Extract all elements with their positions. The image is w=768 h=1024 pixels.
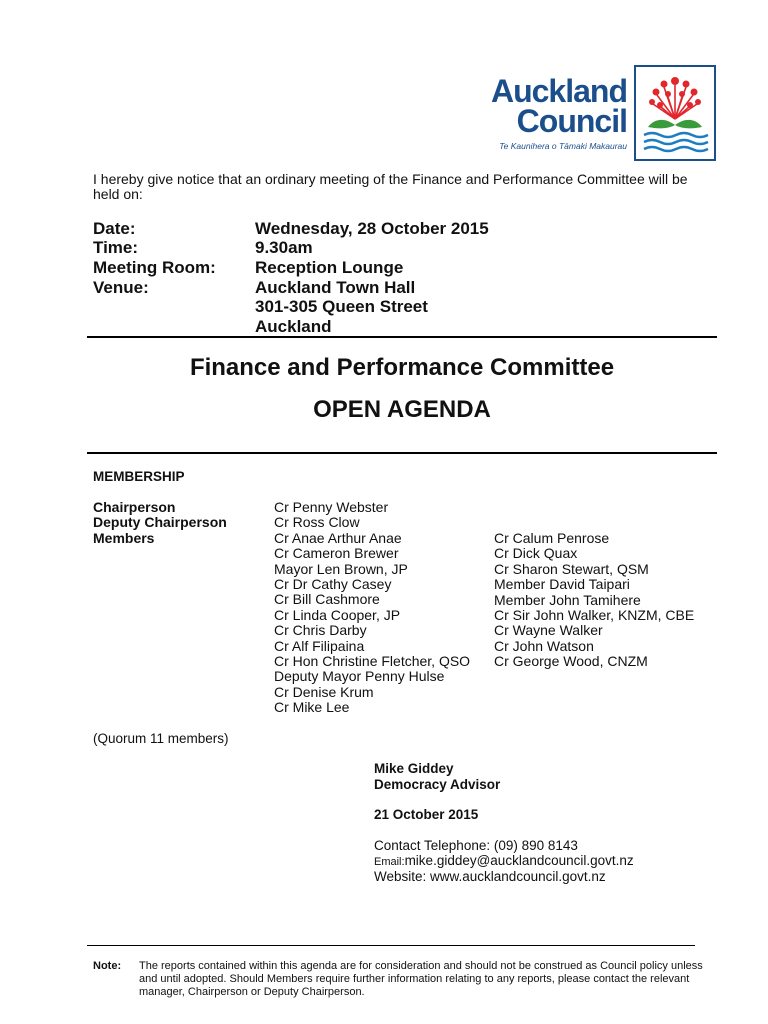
members-column-1 (274, 500, 470, 716)
member-name: Cr Calum Penrose (494, 530, 610, 546)
agenda-subtitle: OPEN AGENDA (313, 396, 491, 423)
date-value: Wednesday, 28 October 2015 (255, 219, 489, 238)
advisor-name: Mike Giddey (374, 761, 454, 776)
logo-line-1: Auckland (490, 73, 627, 109)
divider (87, 452, 717, 454)
member-name: Cr Dick Quax (494, 545, 578, 562)
note-label: Note: (93, 960, 122, 972)
contact-telephone: Contact Telephone: (09) 890 8143 (374, 838, 578, 853)
note-text: The reports contained within this agenda are for consideration and should not be construed as Council policy unless and until adopted. Should Members require further information relating to any reports, please contact the relevant manager, Chairperson or Deputy Chairperson. (139, 960, 703, 998)
auckland-council-logo-wordmark (465, 73, 627, 151)
logo-tagline: Te Kaunihera o Tāmaki Makaurau (499, 141, 627, 151)
venue-line: 301-305 Queen Street (255, 297, 428, 316)
quorum-note: (Quorum 11 members) (93, 731, 229, 746)
committee-title: Finance and Performance Committee (189, 354, 615, 381)
member-name: Cr Hon Christine Fletcher, QSO (274, 653, 471, 670)
member-name: Member John Tamihere (494, 591, 641, 608)
role-chairperson: Chairperson (93, 499, 176, 515)
time-value: 9.30am (255, 238, 313, 257)
member-name: Cr Chris Darby (274, 622, 367, 639)
logo-line-2: Council (516, 103, 627, 139)
meeting-room-value: Reception Lounge (255, 258, 404, 277)
member-name: Cr Cameron Brewer (274, 545, 399, 562)
member-name: Cr Sir John Walker, KNZM, CBE (494, 607, 695, 624)
member-name: Mayor Len Brown, JP (274, 560, 408, 577)
contact-email-line (374, 853, 634, 868)
email-address: mike.giddey@aucklandcouncil.govt.nz (404, 853, 634, 868)
meeting-notice: I hereby give notice that an ordinary meeting of the Finance and Performance Committee will be held on: (93, 171, 688, 202)
divider (87, 336, 717, 338)
meeting-room-label: Meeting Room: (93, 258, 216, 277)
member-name: Cr Ross Clow (274, 514, 360, 531)
role-deputy-chairperson: Deputy Chairperson (93, 514, 227, 531)
member-name: Cr Mike Lee (274, 699, 350, 716)
venue-label: Venue: (93, 278, 149, 297)
member-name: Cr George Wood, CNZM (494, 653, 648, 670)
membership-heading: MEMBERSHIP (93, 469, 185, 484)
role-members: Members (93, 529, 155, 546)
footer-divider (87, 945, 695, 946)
member-name: Cr John Watson (494, 637, 594, 654)
member-name: Member David Taipari (494, 576, 630, 593)
email-label: Email: (374, 856, 405, 868)
venue-line: Auckland (255, 317, 332, 336)
member-name: Cr Penny Webster (274, 499, 389, 515)
member-name: Cr Dr Cathy Casey (274, 576, 392, 593)
notice-date: 21 October 2015 (374, 807, 479, 822)
member-name: Deputy Mayor Penny Hulse (274, 668, 445, 685)
member-name: Cr Denise Krum (274, 683, 374, 700)
pohutukawa-logo-icon (634, 65, 716, 161)
venue-line: Auckland Town Hall (255, 278, 416, 297)
date-label: Date: (93, 219, 136, 238)
member-name: Cr Alf Filipaina (274, 637, 365, 654)
member-name: Cr Linda Cooper, JP (274, 606, 401, 623)
contact-website: Website: www.aucklandcouncil.govt.nz (374, 869, 606, 884)
member-name: Cr Wayne Walker (494, 622, 603, 639)
advisor-role: Democracy Advisor (374, 777, 501, 792)
member-name: Cr Anae Arthur Anae (274, 529, 402, 546)
member-name: Cr Bill Cashmore (274, 591, 380, 608)
members-column-2 (494, 531, 694, 670)
member-name: Cr Sharon Stewart, QSM (494, 560, 649, 577)
membership-roles (93, 500, 227, 546)
time-label: Time: (93, 238, 139, 257)
